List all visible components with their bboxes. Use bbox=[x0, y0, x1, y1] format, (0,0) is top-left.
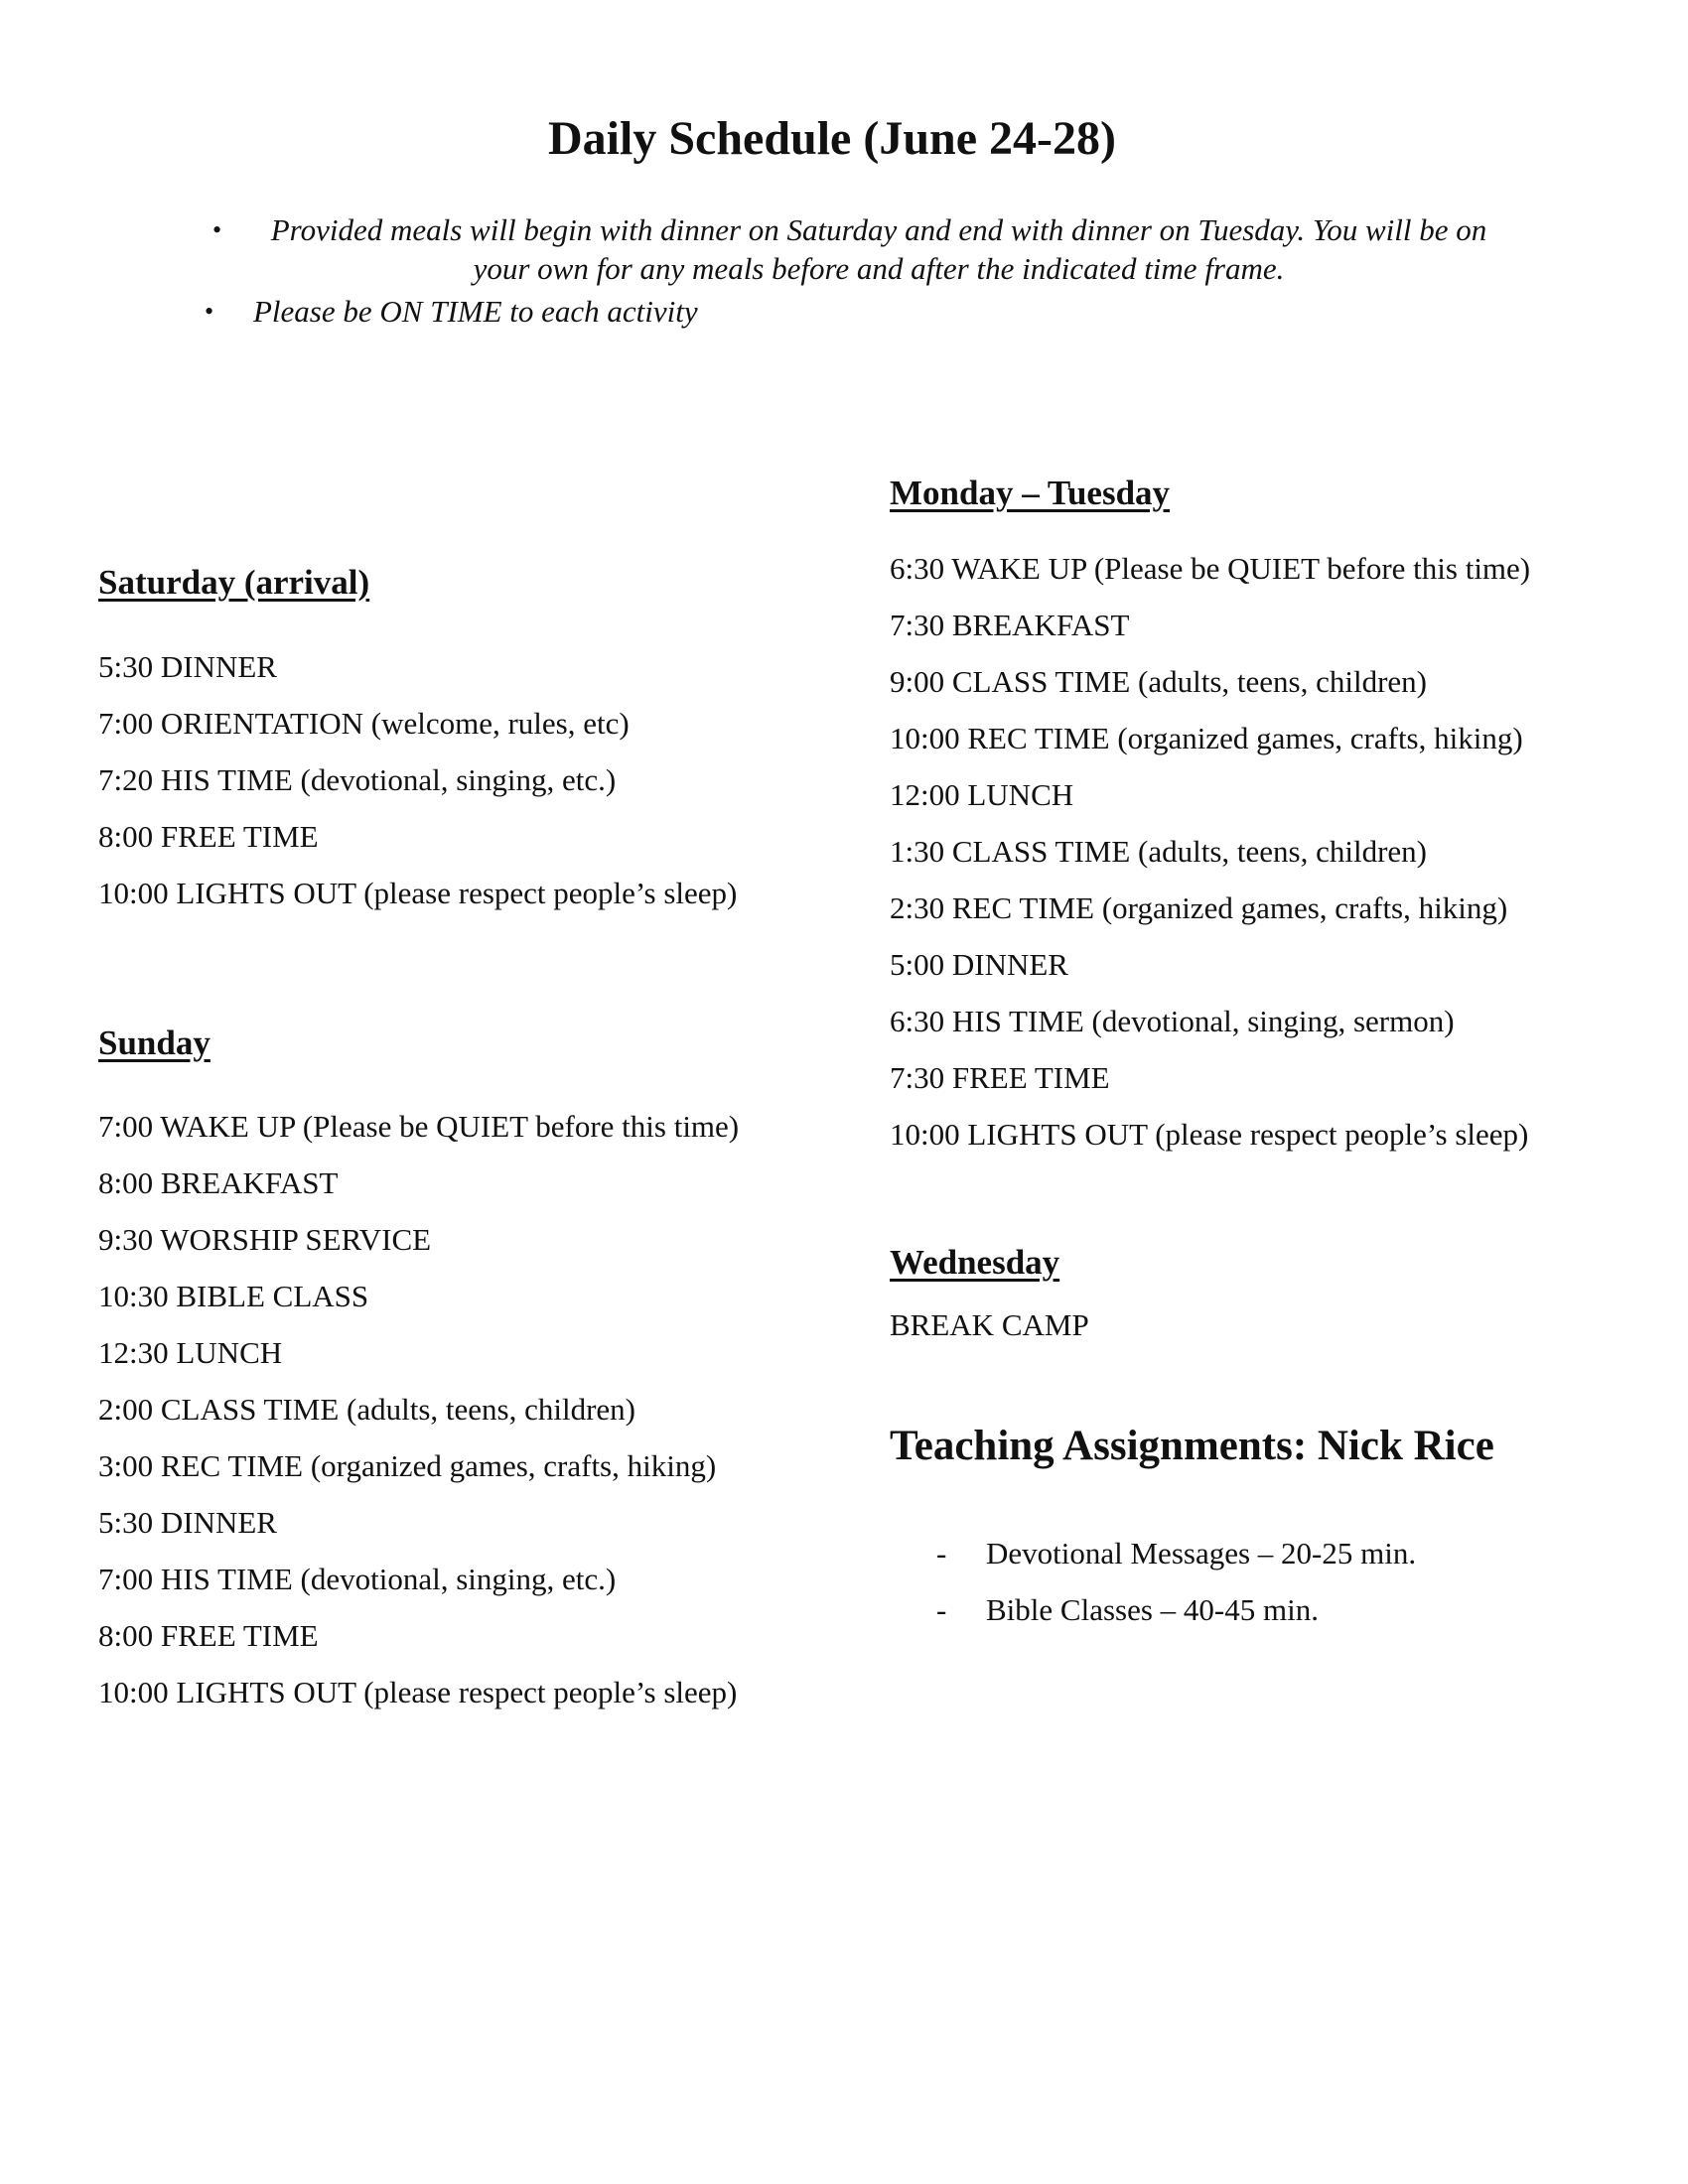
schedule-item: 5:00 DINNER bbox=[890, 947, 1068, 982]
schedule-item: 10:00 REC TIME (organized games, crafts, hiking) bbox=[890, 721, 1523, 755]
schedule-item: 7:30 BREAKFAST bbox=[890, 608, 1130, 642]
schedule-item: 2:00 CLASS TIME (adults, teens, children) bbox=[98, 1392, 636, 1427]
wednesday-schedule bbox=[890, 1308, 1089, 1365]
schedule-item: 5:30 DINNER bbox=[98, 1505, 277, 1540]
sunday-heading: Sunday bbox=[98, 1024, 211, 1062]
schedule-item: 10:30 BIBLE CLASS bbox=[98, 1279, 369, 1313]
schedule-item: 12:30 LUNCH bbox=[98, 1335, 283, 1370]
schedule-item: BREAK CAMP bbox=[890, 1307, 1089, 1342]
schedule-item: 7:00 WAKE UP (Please be QUIET before this time) bbox=[98, 1109, 740, 1144]
saturday-heading: Saturday (arrival) bbox=[98, 563, 370, 602]
monday-tuesday-schedule bbox=[890, 552, 1530, 1174]
schedule-item: 7:00 ORIENTATION (welcome, rules, etc) bbox=[98, 706, 630, 741]
schedule-item: 7:20 HIS TIME (devotional, singing, etc.) bbox=[98, 762, 617, 797]
schedule-item: 3:00 REC TIME (organized games, crafts, hiking) bbox=[98, 1448, 717, 1483]
wednesday-heading: Wednesday bbox=[890, 1243, 1060, 1282]
teaching-item-text: Devotional Messages – 20-25 min. bbox=[986, 1536, 1417, 1570]
schedule-item: 10:00 LIGHTS OUT (please respect people’s sleep) bbox=[890, 1117, 1529, 1152]
page-title: Daily Schedule (June 24-28) bbox=[547, 112, 1116, 165]
sunday-schedule bbox=[98, 1110, 739, 1732]
schedule-item: 7:30 FREE TIME bbox=[890, 1060, 1110, 1095]
dash-icon: - bbox=[936, 1592, 947, 1627]
dash-icon: - bbox=[936, 1536, 947, 1570]
schedule-item: 7:00 HIS TIME (devotional, singing, etc.) bbox=[98, 1562, 617, 1596]
note-meals: Provided meals will begin with dinner on Saturday and end with dinner on Tuesday. You will be on your own for any meals before and after the indicated time frame. bbox=[270, 212, 1487, 286]
schedule-item: 9:30 WORSHIP SERVICE bbox=[98, 1222, 432, 1257]
note-on-time: Please be ON TIME to each activity bbox=[253, 294, 698, 329]
schedule-item: 8:00 FREE TIME bbox=[98, 819, 319, 854]
saturday-schedule bbox=[98, 650, 737, 933]
schedule-item: 6:30 HIS TIME (devotional, singing, sermon) bbox=[890, 1004, 1455, 1038]
bullet-icon: • bbox=[212, 215, 222, 244]
schedule-item: 8:00 BREAKFAST bbox=[98, 1165, 339, 1200]
schedule-item: 12:00 LUNCH bbox=[890, 777, 1074, 812]
schedule-item: 5:30 DINNER bbox=[98, 649, 277, 684]
monday-tuesday-heading: Monday – Tuesday bbox=[890, 474, 1171, 512]
teaching-item-text: Bible Classes – 40-45 min. bbox=[986, 1592, 1319, 1627]
bullet-icon: • bbox=[205, 297, 214, 326]
schedule-item: 2:30 REC TIME (organized games, crafts, hiking) bbox=[890, 890, 1508, 925]
schedule-item: 6:30 WAKE UP (Please be QUIET before this time) bbox=[890, 551, 1531, 586]
schedule-item: 1:30 CLASS TIME (adults, teens, children) bbox=[890, 834, 1428, 869]
schedule-item: 8:00 FREE TIME bbox=[98, 1618, 319, 1653]
teaching-assignments-heading: Teaching Assignments: Nick Rice bbox=[890, 1423, 1494, 1469]
schedule-item: 9:00 CLASS TIME (adults, teens, children) bbox=[890, 664, 1428, 699]
schedule-item: 10:00 LIGHTS OUT (please respect people’s sleep) bbox=[98, 876, 738, 910]
schedule-item: 10:00 LIGHTS OUT (please respect people’s sleep) bbox=[98, 1675, 738, 1709]
